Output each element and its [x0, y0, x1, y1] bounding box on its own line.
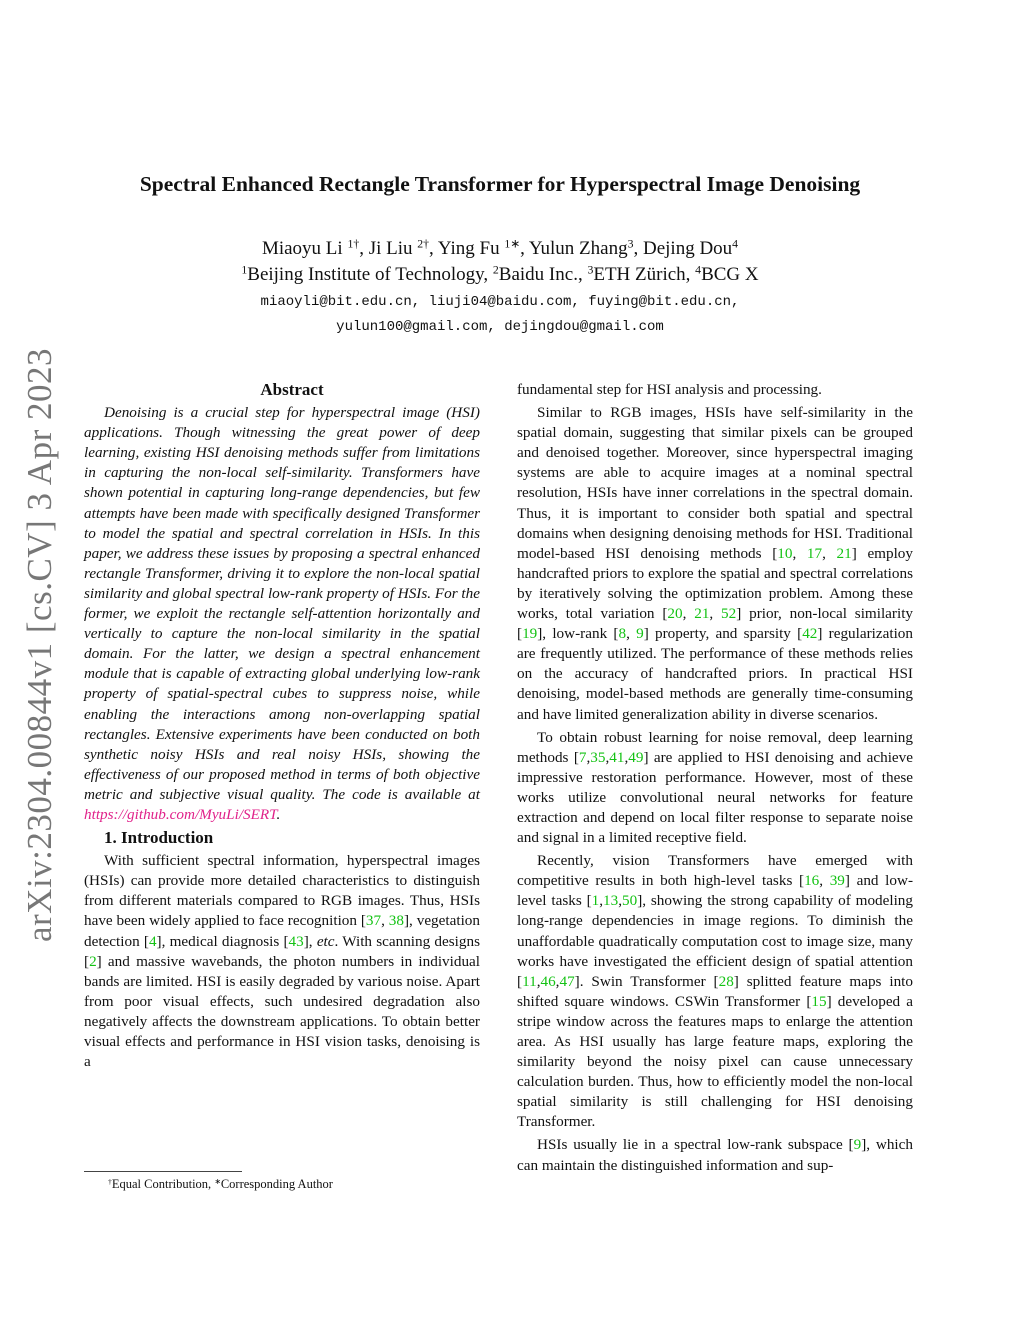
author-mark: 2† — [417, 237, 430, 251]
abstract-heading: Abstract — [260, 380, 324, 399]
affiliation-list: $^1$Beijing Institute of Technology, $^2$Baidu Inc., $^3$ETH Zürich, $^4$BCG X — [241, 263, 759, 285]
citation-link[interactable]: 39 — [829, 872, 845, 890]
footnote-text: Corresponding Author — [220, 1177, 333, 1191]
author-name: Ying Fu — [437, 238, 500, 259]
body-paragraph: HSIs usually lie in a spectral low-rank subspace [9], which can maintain the distinguished information and sup- — [517, 1136, 913, 1174]
author-mark: 4 — [732, 237, 739, 251]
affiliation-mark: 4 — [695, 263, 702, 277]
citation-link[interactable]: 35 — [590, 748, 606, 766]
citation-link[interactable]: 37 — [365, 912, 382, 930]
abstract-body: Denoising is a crucial step for hyperspectral image (HSI) applications. Though witnessing the great power of deep learning, existing HSI denoising methods suffer from limitations in capturing the non-local self-similarity. Transformers have shown potential in capturing long-range dependencies, but few attempts have been made with specifically designed Transformer to model the spatial and spectral correlation in HSIs. In this paper, we address these issues by proposing a spectral enhanced rectangle Transformer, driving it to explore the non-local spatial similarity and global spectral low-rank property of HSIs. For the former, we exploit the rectangle self-attention horizontally and vertically to capture the non-local similarity in the spatial domain. For the latter, we design a spectral enhancement module that is capable of extracting global underlying low-rank property of spatial-spectral cubes to suppress noise, while enabling the interactions among non-overlapping spatial rectangles. Extensive experiments have been conducted on both synthetic noisy HSIs and real noisy HSIs, showing the effectiveness of our proposed method in terms of both objective metric and subjective visual quality. The code is available at https://github.com/MyuLi/SERT. — [84, 404, 480, 823]
citation-link[interactable]: 13 — [603, 892, 619, 910]
abstract-text: Denoising is a crucial step for hyperspectral image (HSI) applications. Though witnessing the great power of deep learning, existing HSI denoising methods suffer from limitations in capturing the non-local self-similarity. Transformers have shown potential in capturing long-range dependencies, but few attempts have been made with specifically designed Transformer to model the spatial and spectral correlation in HSIs. In this paper, we address these issues by proposing a spectral enhanced rectangle Transformer, driving it to explore the non-local spatial similarity and global spectral low-rank property of HSIs. For the former, we exploit the rectangle self-attention horizontally and vertically to capture the non-local similarity in the spatial domain. For the latter, we design a spectral enhancement module that is capable of extracting global underlying low-rank property of spatial-spectral cubes to suppress noise, while enabling the interactions among non-overlapping spatial rectangles. Extensive experiments have been conducted on both synthetic noisy HSIs and real noisy HSIs, showing the effectiveness of our proposed method in terms of both objective metric and subjective visual quality. The code is available at — [84, 404, 480, 803]
citation-link[interactable]: 9 — [853, 1136, 862, 1154]
footnote-mark: † — [108, 1176, 112, 1186]
affiliation-name: BCG X — [701, 264, 759, 285]
citation-link[interactable]: 8 — [618, 625, 627, 643]
citation-link[interactable]: 17 — [806, 544, 823, 562]
footnote-mark: ∗ — [214, 1176, 221, 1186]
right-column — [517, 380, 913, 1179]
email-line: miaoyli@bit.edu.cn, liuji04@baidu.com, fuying@bit.edu.cn, — [260, 294, 740, 310]
author-name: Yulun Zhang — [528, 238, 628, 259]
citation-link[interactable]: 7 — [578, 748, 587, 766]
citation-link[interactable]: 19 — [522, 625, 538, 643]
citation-link[interactable]: 38 — [388, 912, 404, 930]
citation-link[interactable]: 46 — [540, 972, 556, 990]
affiliation-mark: 3 — [587, 263, 594, 277]
affiliation-mark: 1 — [241, 263, 248, 277]
citation-link[interactable]: 9 — [636, 625, 644, 643]
section-heading-introduction: 1. Introduction — [104, 828, 214, 848]
citation-link[interactable]: 42 — [802, 625, 818, 643]
body-paragraph: Recently, vision Transformers have emerged with competitive results in both high-level tasks [16, 39] and low-level tasks [1,13,50], showing the strong capability of modeling long-range dependencies in image regions. To diminish the unaffordable quadratically computation cost to image size, many works have investigated the efficient design of spatial attention [11,46,47]. Swin Transformer [28] splitted feature maps into shifted square windows. CSWin Transformer [15] developed a stripe window across the features maps to enlarge the attention area. As HSI usually has large feature maps, exploring the similarity beyond the noisy pixel can cause unnecessary calculation burden. Thus, how to efficiently model the non-local spatial similarity is still challenging for HSI denoising Transformer. — [517, 852, 914, 1131]
paper-title: Spectral Enhanced Rectangle Transformer for Hyperspectral Image Denoising — [139, 172, 861, 196]
left-column — [84, 380, 480, 1075]
affiliation-name: Baidu Inc. — [498, 264, 578, 285]
citation-link[interactable]: 1 — [591, 892, 600, 910]
arxiv-id: arXiv:2304.00844v1 [cs.CV] 3 Apr 2023 — [20, 347, 59, 943]
citation-link[interactable]: 41 — [609, 748, 625, 766]
citation-link[interactable]: 11 — [522, 972, 537, 990]
author-name: Ji Liu — [368, 238, 413, 259]
author-list: Miaoyu Li $^{1\dagger}$, Ji Liu $^{2\dagger}$, Ying Fu $^{1∗}$, Yulun Zhang$^3$, Dejing Dou$^4$ — [261, 237, 739, 259]
intro-paragraph: With sufficient spectral information, hyperspectral images (HSIs) can provide more detailed characteristics to distinguish from different materials compared to RGB images. Thus, HSIs have been widely applied to face recognition [37, 38], vegetation detection [4], medical diagnosis [43], etc. With scanning designs [2] and massive wavebands, the photon numbers in individual bands are limited. HSI is easily degraded by various noise. Apart from poor visual effects, such undesired degradation also negatively affects the downstream applications. To obtain better visual effects and performance in HSI vision tasks, denoising is a — [84, 852, 480, 1071]
arxiv-stamp — [12, 347, 68, 943]
citation-link[interactable]: 52 — [721, 605, 737, 623]
citation-link[interactable]: 21 — [836, 544, 852, 562]
citation-link[interactable]: 43 — [288, 932, 304, 950]
footnote — [108, 1177, 333, 1192]
italic-text: etc — [316, 932, 335, 950]
citation-link[interactable]: 49 — [628, 748, 644, 766]
body-paragraph: Similar to RGB images, HSIs have self-similarity in the spatial domain, suggesting that similar pixels can be grouped and denoised together. Moreover, since hyperspectral imaging systems are able to acquire images at a nominal spectral resolution, HSIs have inner correlations in the spectral domain. Thus, it is important to consider both spatial and spectral domains when designing denoising methods for HSI. Traditional model-based HSI denoising methods [10, 17, 21] employ handcrafted priors to explore the spatial and spectral correlations by iteratively solving the optimization problem. Among these works, total variation [20, 21, 52] prior, non-local similarity [19], low-rank [8, 9] property, and sparsity [42] regularization are frequently utilized. The performance of these methods relies on the accuracy of handcrafted priors. In practical HSI denoising, model-based methods are generally time-consuming and have limited generalization ability in diverse scenarios. — [517, 404, 914, 723]
affiliation-name: ETH Zürich — [593, 264, 686, 285]
body-paragraph: To obtain robust learning for noise removal, deep learning methods [7,35,41,49] are applied to HSI denoising and achieve impressive restoration performance. However, most of these works utilize convolutional neural networks for feature extraction and depend on local filter response to separate noise and signal in a limited receptive field. — [517, 728, 913, 847]
author-mark: 1∗ — [504, 237, 521, 251]
citation-link[interactable]: 15 — [811, 992, 827, 1010]
affiliation-mark: 2 — [492, 263, 499, 277]
citation-link[interactable]: 2 — [89, 952, 97, 970]
email-list — [0, 290, 1000, 340]
author-mark: 3 — [627, 237, 634, 251]
citation-link[interactable]: 16 — [804, 872, 820, 890]
citation-link[interactable]: 28 — [718, 972, 734, 990]
citation-link[interactable]: 4 — [148, 932, 157, 950]
code-link[interactable]: https://github.com/MyuLi/SERT — [84, 805, 277, 823]
footnote-text: Equal Contribution, — [111, 1177, 215, 1191]
email-line: yulun100@gmail.com, dejingdou@gmail.com — [336, 319, 664, 335]
footnote-divider — [84, 1171, 242, 1172]
author-name: Miaoyu Li — [261, 238, 343, 259]
affiliation-name: Beijing Institute of Technology — [247, 264, 484, 285]
author-mark: 1† — [347, 237, 360, 251]
citation-link[interactable]: 21 — [694, 605, 710, 623]
citation-link[interactable]: 20 — [667, 605, 683, 623]
author-name: Dejing Dou — [642, 238, 733, 259]
intro-continuation: fundamental step for HSI analysis and processing. — [517, 381, 822, 398]
citation-link[interactable]: 10 — [777, 544, 793, 562]
citation-link[interactable]: 47 — [559, 972, 575, 990]
citation-link[interactable]: 50 — [622, 892, 638, 910]
